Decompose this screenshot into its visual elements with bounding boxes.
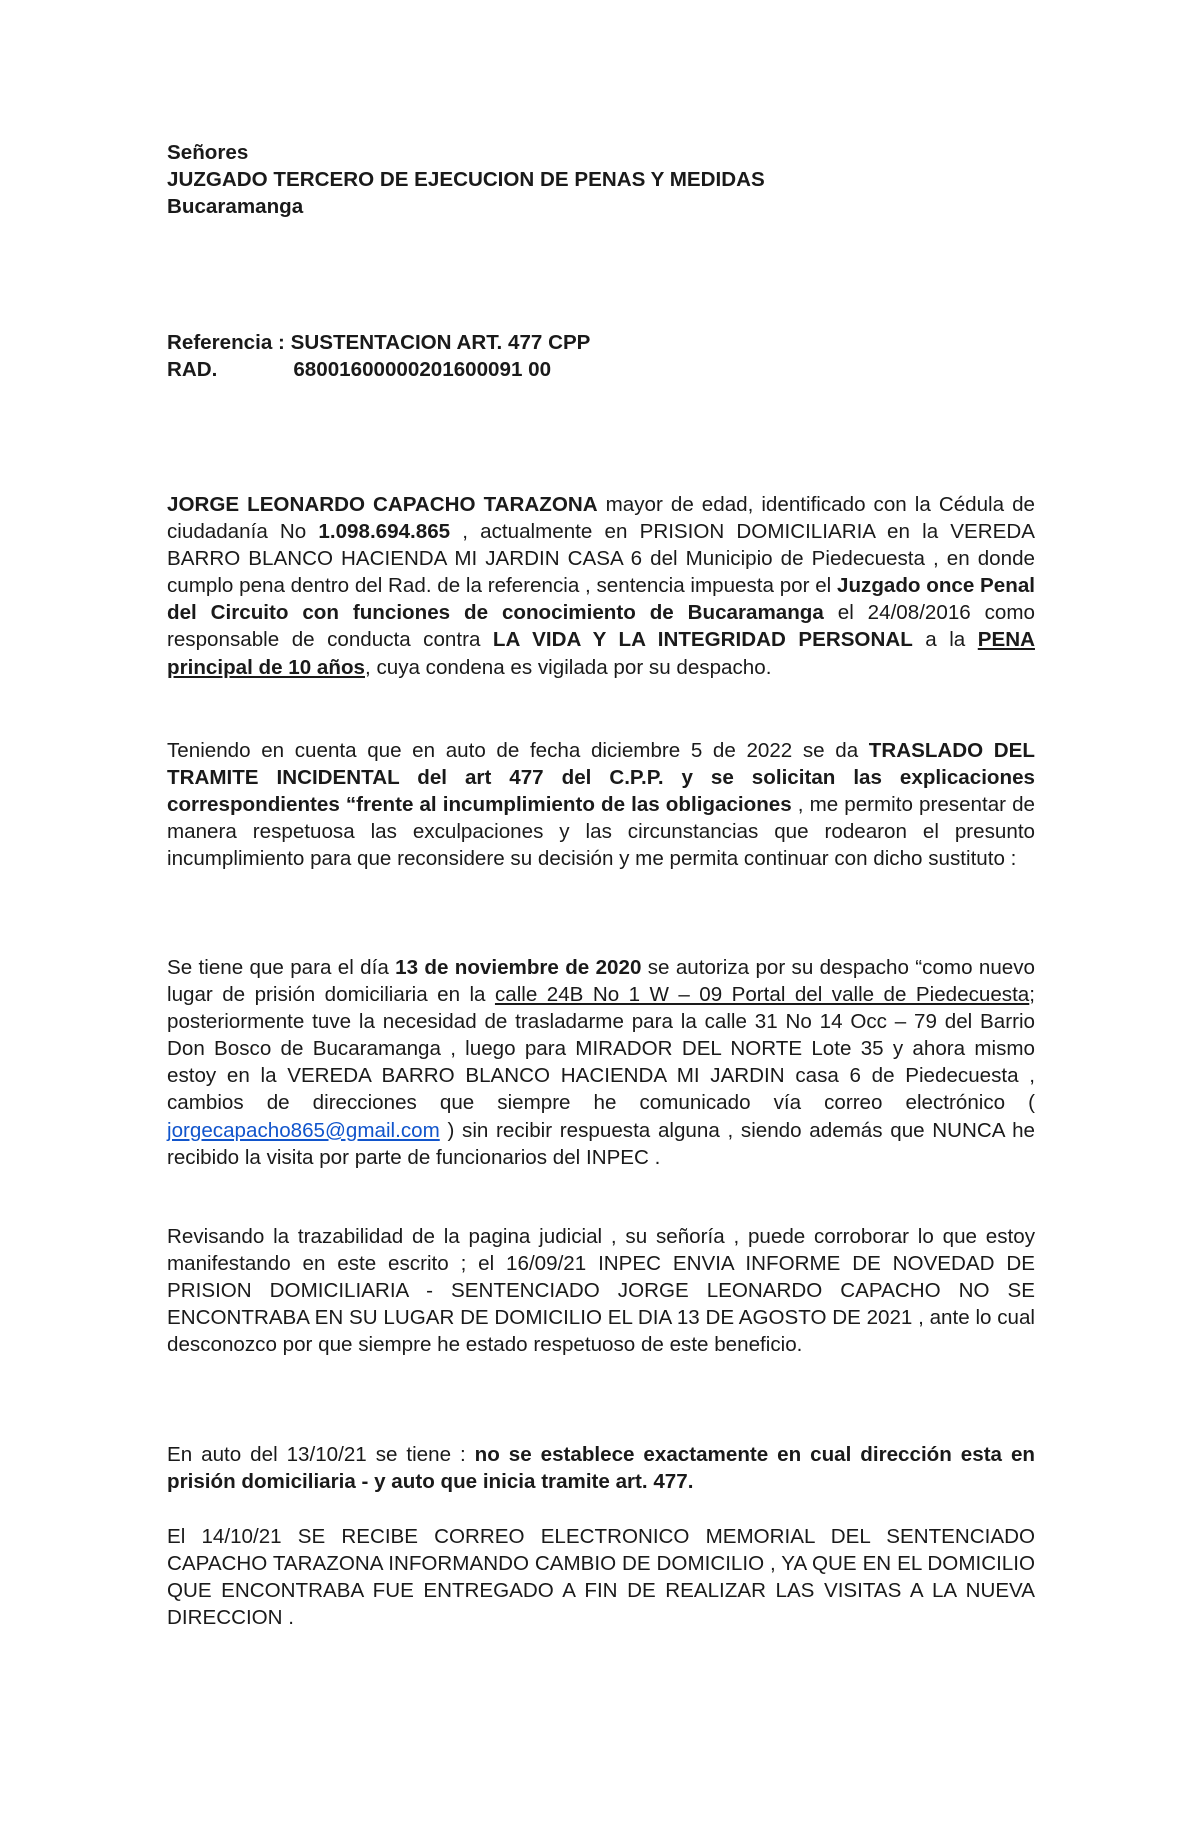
- text-span: Teniendo en cuenta que en auto de fecha diciembre 5 de 2022 se da: [167, 739, 869, 762]
- id-number: 1.098.694.865: [318, 520, 451, 544]
- paragraph-identification: [167, 491, 1035, 681]
- text-span: , actualmente en PRISION DOMICILIARIA en la VEREDA BARRO BLANCO HACIENDA MI JARDIN CASA 6 del Municipio de Piedecuesta , en donde cumplo pena dentro del Rad. de la referencia , sentencia impuesta por el: [167, 520, 1035, 598]
- addressee-block: [167, 139, 1037, 220]
- text-span: el 24/08/2016 como responsable de conducta contra: [167, 601, 1035, 652]
- rad-line: [167, 356, 1037, 383]
- petitioner-name: JORGE LEONARDO CAPACHO TARAZONA: [167, 493, 598, 516]
- text-span: En auto del 13/10/21 se tiene :: [167, 1443, 475, 1466]
- text-span: ; posteriormente tuve la necesidad de trasladarme para la calle 31 No 14 Occ – 79 del Barrio Don Bosco de Bucaramanga , luego para MIRADOR DEL NORTE Lote 35 y ahora mismo estoy en la VEREDA BARRO BLANCO HACIENDA MI JARDIN casa 6 de Piedecuesta , cambios de direcciones que siempre he comunicado vía correo electrónico (: [167, 983, 1035, 1115]
- text-span: , me permito presentar de manera respetuosa las exculpaciones y las circunstancias que rodearon el presunto incumplimiento para que reconsidere su decisión y me permita continuar con dicho sustituto :: [167, 793, 1035, 871]
- auto-statement: no se establece exactamente en cual dirección esta en prisión domiciliaria - y auto que inicia tramite art. 477.: [167, 1443, 1035, 1494]
- authorization-date: 13 de noviembre de 2020: [395, 956, 642, 979]
- city: Bucaramanga: [167, 195, 304, 219]
- sentencing-court: Juzgado once Penal del Circuito con funciones de conocimiento de Bucaramanga: [167, 574, 1035, 625]
- rad-number: 68001600000201600091 00: [293, 358, 552, 382]
- reference-block: [167, 329, 1037, 383]
- court-name: JUZGADO TERCERO DE EJECUCION DE PENAS Y MEDIDAS: [167, 168, 765, 192]
- text-span: mayor de edad, identificado con la Cédula de ciudadanía No: [167, 493, 1036, 544]
- penalty: PENA principal de 10 años: [167, 628, 1035, 679]
- crime-description: LA VIDA Y LA INTEGRIDAD PERSONAL: [492, 628, 913, 652]
- email-link[interactable]: jorgecapacho865@gmail.com: [167, 1118, 440, 1142]
- reference-line: Referencia : SUSTENTACION ART. 477 CPP: [167, 331, 591, 354]
- text-span: Se tiene que para el día: [167, 956, 396, 979]
- paragraph-request: [167, 737, 1035, 872]
- paragraph-traceability: [167, 1223, 1035, 1358]
- paragraph-addresses: [167, 954, 1035, 1171]
- transfer-notice: TRASLADO DEL TRAMITE INCIDENTAL del art 477 del C.P.P. y se solicitan las explicaciones correspondientes “frente al incumplimiento de las obligaciones: [167, 739, 1035, 817]
- paragraph-email-received: [167, 1523, 1035, 1631]
- paragraph-text: Revisando la trazabilidad de la pagina judicial , su señoría , puede corroborar lo que estoy manifestando en este escrito ; el 16/09/21 INPEC ENVIA INFORME DE NOVEDAD DE PRISION DOMICILIARIA - SENTENCIADO JORGE LEONARDO CAPACHO NO SE ENCONTRABA EN SU LUGAR DE DOMICILIO EL DIA 13 DE AGOSTO DE 2021 , ante lo cual desconozco por que siempre he estado respetuoso de este beneficio.: [167, 1225, 1035, 1357]
- paragraph-text: El 14/10/21 SE RECIBE CORREO ELECTRONICO MEMORIAL DEL SENTENCIADO CAPACHO TARAZONA INFORMANDO CAMBIO DE DOMICILIO , YA QUE EN EL DOMICILIO QUE ENCONTRABA FUE ENTREGADO A FIN DE REALIZAR LAS VISITAS A LA NUEVA DIRECCION .: [167, 1525, 1035, 1630]
- text-span: , cuya condena es vigilada por su despacho.: [365, 655, 772, 679]
- paragraph-auto: [167, 1441, 1035, 1495]
- text-span: ) sin recibir respuesta alguna , siendo además que NUNCA he recibido la visita por parte de funcionarios del INPEC .: [167, 1118, 1035, 1169]
- rad-label: RAD.: [167, 358, 218, 382]
- text-span: se autoriza por su despacho “como nuevo lugar de prisión domiciliaria en la: [167, 956, 1035, 1007]
- text-span: a la: [912, 628, 978, 652]
- authorized-address: calle 24B No 1 W – 09 Portal del valle de Piedecuesta: [494, 983, 1030, 1007]
- salutation: Señores: [167, 141, 249, 164]
